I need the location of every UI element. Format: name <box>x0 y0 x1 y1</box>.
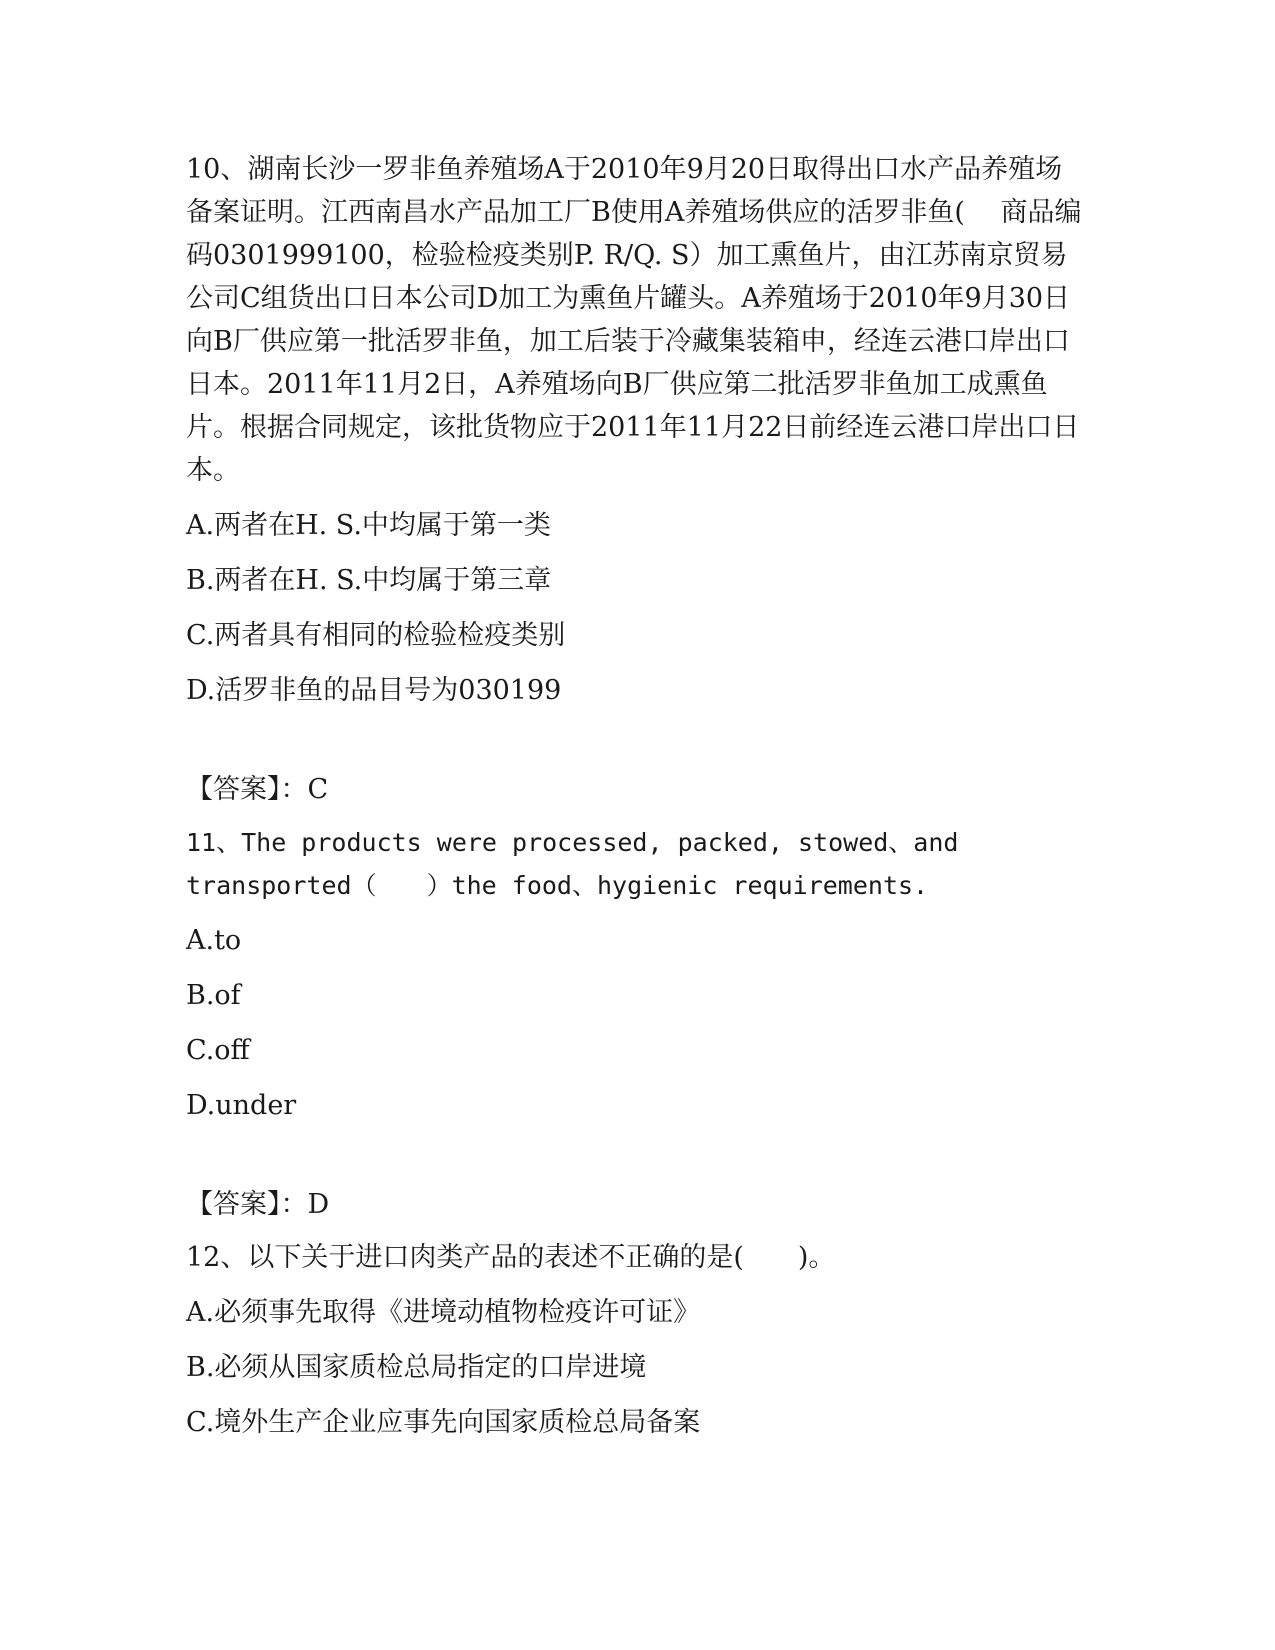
document-page <box>186 148 1086 1444</box>
question-12 <box>186 1236 1086 1444</box>
option-d: D.活罗非鱼的品目号为030199 <box>186 675 562 706</box>
option-a: A.两者在H. S.中均属于第一类 <box>186 510 551 541</box>
option-a: A.必须事先取得《进境动植物检疫许可证》 <box>186 1297 701 1328</box>
answer-text: 【答案】：C <box>186 774 329 805</box>
option-b: B.必须从国家质检总局指定的口岸进境 <box>186 1352 647 1383</box>
option-d: D.under <box>186 1090 297 1121</box>
option-b: B.两者在H. S.中均属于第三章 <box>186 565 552 596</box>
option-c: C.境外生产企业应事先向国家质检总局备案 <box>186 1407 701 1438</box>
question-stem: 12、以下关于进口肉类产品的表述不正确的是( )。 <box>186 1242 836 1273</box>
option-c: C.off <box>186 1035 250 1066</box>
question-stem: 11、The products were processed, packed, stowed、and transported（ ）the food、hygienic requirements. <box>186 828 974 900</box>
option-c: C.两者具有相同的检验检疫类别 <box>186 620 566 651</box>
answer-text: 【答案】：D <box>186 1189 330 1220</box>
option-b: B.of <box>186 980 241 1011</box>
question-11 <box>186 821 1086 1226</box>
question-10 <box>186 148 1086 811</box>
question-stem: 10、湖南长沙一罗非鱼养殖场A于2010年9月20日取得出口水产品养殖场备案证明。江西南昌水产品加工厂B使用A养殖场供应的活罗非鱼( 商品编码0301999100，检验检疫类别P. R/Q. S）加工熏鱼片，由江苏南京贸易公司C组货出口日本公司D加工为熏鱼片罐头。A养殖场于2010年9月30日向B厂供应第一批活罗非鱼，加工后装于冷藏集装箱申，经连云港口岸出口日本。2011年11月2日，A养殖场向B厂供应第二批活罗非鱼加工成熏鱼片。根据合同规定，该批货物应于2011年11月22日前经连云港口岸出口日本。 <box>186 154 1082 486</box>
option-a: A.to <box>186 925 242 956</box>
